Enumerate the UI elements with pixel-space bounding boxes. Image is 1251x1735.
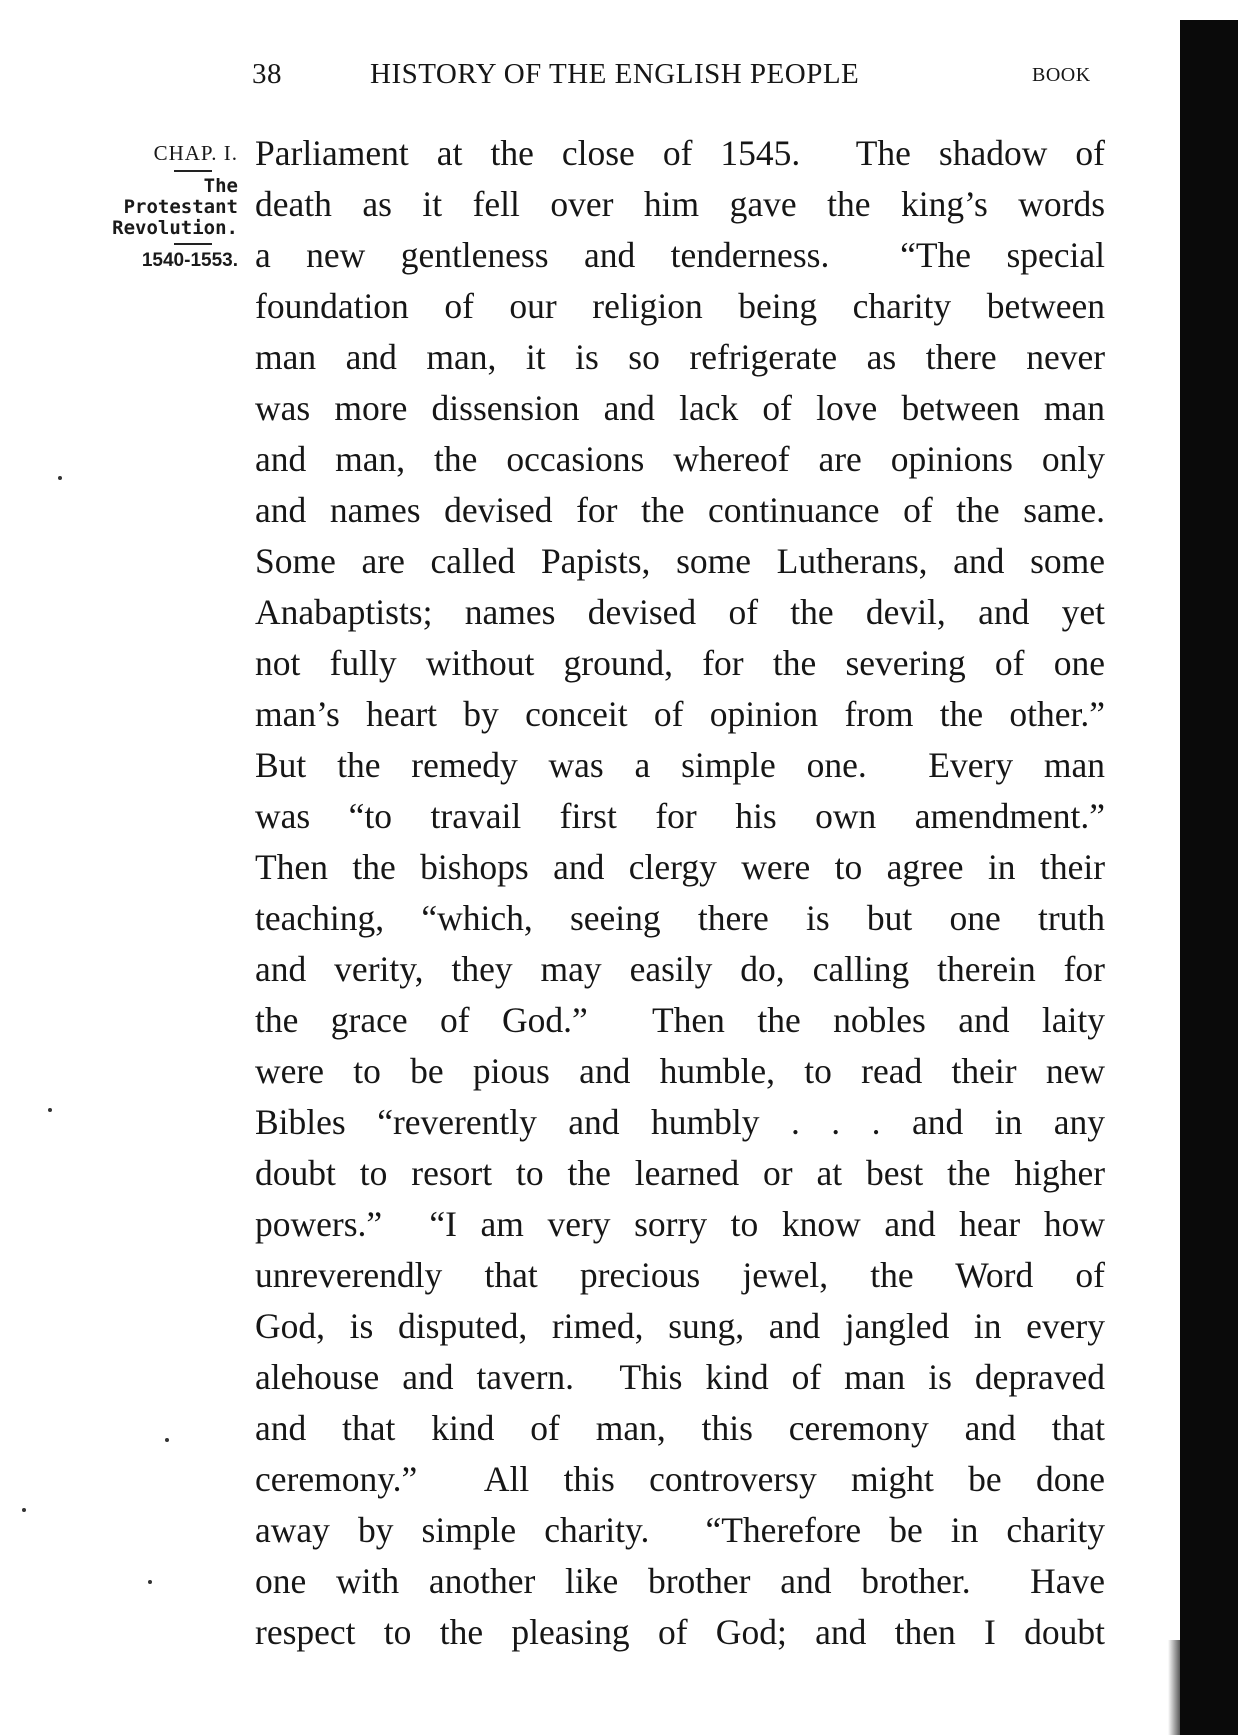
body-line	[255, 1097, 1105, 1148]
margin-sidenote	[88, 140, 238, 273]
scan-speck	[58, 476, 62, 480]
sidenote-divider	[174, 170, 212, 172]
body-line	[255, 842, 1105, 893]
body-line-text: and man, the occasions whereof are opinions only	[255, 439, 1106, 479]
body-line	[255, 944, 1105, 995]
body-line	[255, 587, 1105, 638]
body-line-text: Then the bishops and clergy were to agree in their	[255, 847, 1106, 887]
body-line-text: were to be pious and humble, to read their new	[255, 1051, 1106, 1091]
body-line	[255, 893, 1105, 944]
body-line	[255, 536, 1105, 587]
body-line	[255, 332, 1105, 383]
body-line-text: one with another like brother and brother. Have	[255, 1561, 1106, 1601]
scan-speck	[165, 1438, 169, 1442]
body-line	[255, 1148, 1105, 1199]
body-line-text: and verity, they may easily do, calling therein for	[255, 949, 1106, 989]
body-line-text: was more dissension and lack of love between man	[255, 388, 1106, 428]
page-number: 38	[252, 58, 282, 90]
chapter-label: CHAP. I.	[153, 141, 238, 165]
scan-edge-fade	[1168, 1640, 1184, 1735]
running-title: HISTORY OF THE ENGLISH PEOPLE	[370, 58, 860, 90]
sidenote-topic-line: Revolution.	[112, 217, 238, 239]
body-line	[255, 1505, 1105, 1556]
body-line-text: and names devised for the continuance of the same.	[255, 490, 1106, 530]
body-line-text: powers.” “I am very sorry to know and hear how	[255, 1204, 1105, 1244]
body-line-text: the grace of God.” Then the nobles and laity	[255, 1000, 1105, 1040]
body-line-text: not fully without ground, for the severing of one	[255, 643, 1105, 683]
scan-edge-shadow	[1180, 20, 1238, 1735]
body-line	[255, 1607, 1105, 1658]
body-line	[255, 485, 1105, 536]
body-line-text: ceremony.” All this controversy might be done	[255, 1459, 1105, 1499]
scan-speck	[148, 1580, 152, 1584]
body-line-text: a new gentleness and tenderness. “The special	[255, 235, 1106, 275]
body-line-text: Parliament at the close of 1545. The shadow of	[255, 133, 1105, 173]
body-line	[255, 791, 1105, 842]
body-line	[255, 740, 1105, 791]
body-line-text: teaching, “which, seeing there is but one truth	[255, 898, 1105, 938]
body-line-text: respect to the pleasing of God; and then I doubt	[255, 1612, 1106, 1652]
sidenote-divider	[174, 243, 212, 245]
body-line	[255, 1199, 1105, 1250]
body-line	[255, 1250, 1105, 1301]
body-line-text: God, is disputed, rimed, sung, and jangled in every	[255, 1306, 1105, 1346]
body-line	[255, 281, 1105, 332]
body-line	[255, 1046, 1105, 1097]
body-line	[255, 1352, 1105, 1403]
body-line	[255, 179, 1105, 230]
body-line	[255, 995, 1105, 1046]
sidenote-dates: 1540-1553.	[141, 250, 238, 271]
body-line-text: man’s heart by conceit of opinion from the other.”	[255, 694, 1105, 734]
body-line-text: was “to travail first for his own amendment.”	[255, 796, 1105, 836]
body-line	[255, 383, 1105, 434]
sidenote-topic-line: Protestant	[123, 196, 238, 218]
body-line	[255, 689, 1105, 740]
body-line-text: Anabaptists; names devised of the devil, and yet	[255, 592, 1105, 632]
body-line-text: death as it fell over him gave the king’s words	[255, 184, 1106, 224]
body-line-text: But the remedy was a simple one. Every man	[255, 745, 1105, 785]
body-line	[255, 1454, 1105, 1505]
body-line	[255, 128, 1105, 179]
body-line-text: foundation of our religion being charity between	[255, 286, 1105, 326]
sidenote-topic-line: The	[203, 175, 238, 197]
scan-speck	[22, 1508, 26, 1512]
body-line	[255, 1301, 1105, 1352]
scan-speck	[48, 1108, 52, 1112]
body-line-text: Bibles “reverently and humbly . . . and in any	[255, 1102, 1106, 1142]
book-label: BOOK	[1032, 64, 1091, 86]
body-line-text: unreverendly that precious jewel, the Word of	[255, 1255, 1105, 1295]
body-line	[255, 638, 1105, 689]
body-paragraph	[255, 128, 1105, 1658]
body-line	[255, 230, 1105, 281]
body-line-text: away by simple charity. “Therefore be in charity	[255, 1510, 1105, 1550]
body-line-text: alehouse and tavern. This kind of man is depraved	[255, 1357, 1106, 1397]
body-line-text: and that kind of man, this ceremony and that	[255, 1408, 1105, 1448]
body-line	[255, 1403, 1105, 1454]
body-line	[255, 1556, 1105, 1607]
body-line	[255, 434, 1105, 485]
page-header	[252, 58, 1112, 98]
sidenote-topic	[88, 176, 238, 239]
body-line-text: man and man, it is so refrigerate as there never	[255, 337, 1106, 377]
body-line-text: doubt to resort to the learned or at best the higher	[255, 1153, 1106, 1193]
body-line-text: Some are called Papists, some Lutherans, and some	[255, 541, 1106, 581]
